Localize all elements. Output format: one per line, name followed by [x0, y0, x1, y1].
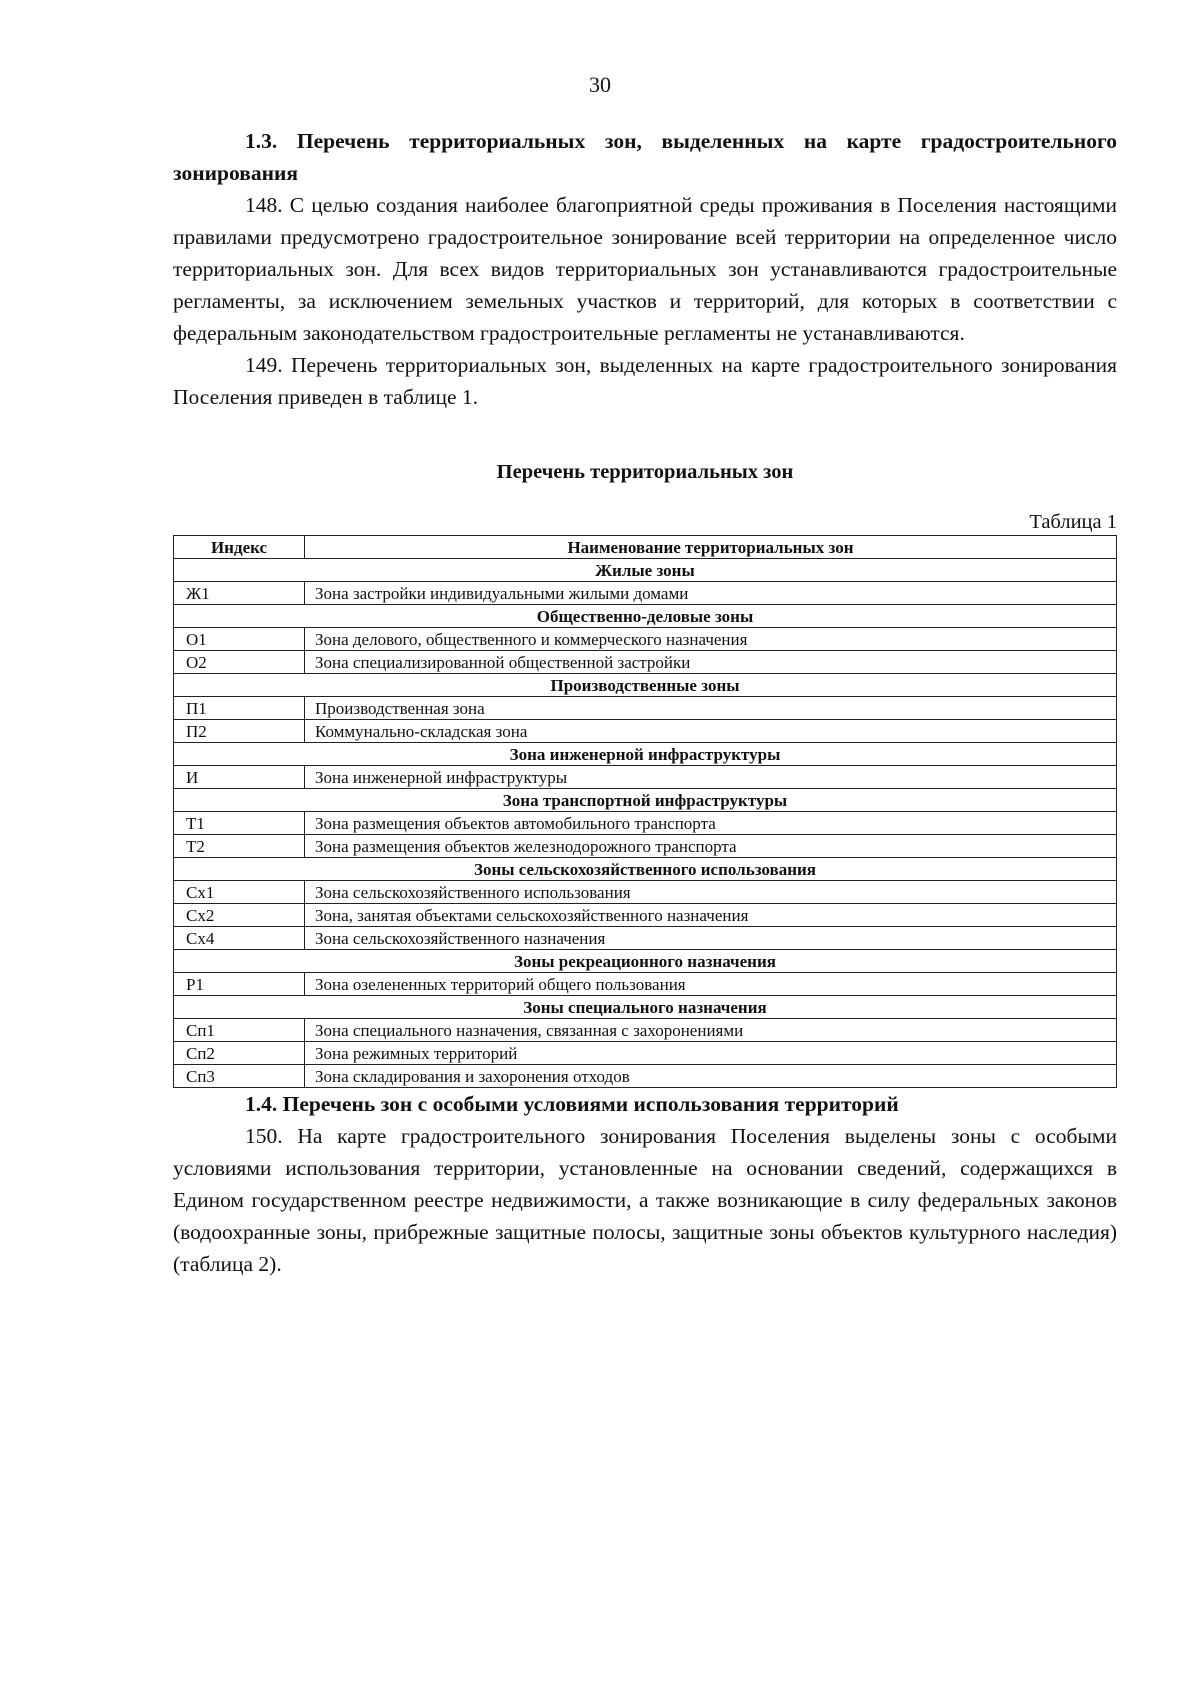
zone-name: Зона инженерной инфраструктуры — [305, 766, 1117, 789]
zone-name: Зона размещения объектов автомобильного транспорта — [305, 812, 1117, 835]
zone-index: Ж1 — [174, 582, 305, 605]
zones-table-body — [174, 559, 1117, 1088]
paragraph-150: 150. На карте градостроительного зонирования Поселения выделены зоны с особыми условиями использования территории, установленные на основании сведений, содержащихся в Едином государственном реестре недвижимости, а также возникающие в силу федеральных законов (водоохранные зоны, прибрежные защитные полосы, защитные зоны объектов культурного наследия) (таблица 2). — [173, 1124, 1117, 1276]
zone-index: П2 — [174, 720, 305, 743]
zone-name: Зона складирования и захоронения отходов — [305, 1065, 1117, 1088]
table-label: Таблица 1 — [1029, 511, 1117, 533]
group-name: Зона инженерной инфраструктуры — [174, 743, 1117, 766]
paragraph-148: 148. С целью создания наиболее благоприятной среды проживания в Поселения настоящими правилами предусмотрено градостроительное зонирование всей территории на определенное число территориальных зон. Для всех видов территориальных зон устанавливаются градостроительные регламенты, за исключением земельных участков и территорий, для которых в соответствии с федеральным законодательством градостроительные регламенты не устанавливаются. — [173, 193, 1117, 345]
header-index: Индекс — [174, 536, 305, 559]
table-row — [174, 766, 1117, 789]
table-group-row — [174, 674, 1117, 697]
zone-name: Зона застройки индивидуальными жилыми домами — [305, 582, 1117, 605]
group-name: Зоны сельскохозяйственного использования — [174, 858, 1117, 881]
zone-name: Зона специального назначения, связанная с захоронениями — [305, 1019, 1117, 1042]
section-1-3-title: 1.3. Перечень территориальных зон, выделенных на карте градостроительного зонирования — [173, 129, 1117, 185]
zone-index: И — [174, 766, 305, 789]
paragraph-149: 149. Перечень территориальных зон, выделенных на карте градостроительного зонирования Поселения приведен в таблице 1. — [173, 353, 1117, 409]
group-name: Общественно-деловые зоны — [174, 605, 1117, 628]
table-row — [174, 812, 1117, 835]
zone-index: Сх1 — [174, 881, 305, 904]
zone-name: Зона специализированной общественной застройки — [305, 651, 1117, 674]
table-group-row — [174, 743, 1117, 766]
zones-table — [173, 535, 1117, 1088]
page-number: 30 — [589, 72, 611, 97]
zone-name: Зона делового, общественного и коммерческого назначения — [305, 628, 1117, 651]
zone-name: Коммунально-складская зона — [305, 720, 1117, 743]
zone-name: Производственная зона — [305, 697, 1117, 720]
section-1-4-title: 1.4. Перечень зон с особыми условиями использования территорий — [245, 1092, 899, 1116]
zone-index: Сп3 — [174, 1065, 305, 1088]
zone-index: Сх2 — [174, 904, 305, 927]
group-name: Зоны рекреационного назначения — [174, 950, 1117, 973]
table-title: Перечень территориальных зон — [496, 461, 794, 483]
zone-index: Сп2 — [174, 1042, 305, 1065]
table-group-row — [174, 789, 1117, 812]
zone-name: Зона озелененных территорий общего пользования — [305, 973, 1117, 996]
zone-index: Р1 — [174, 973, 305, 996]
zone-name: Зона сельскохозяйственного использования — [305, 881, 1117, 904]
zone-name: Зона, занятая объектами сельскохозяйственного назначения — [305, 904, 1117, 927]
table-row — [174, 651, 1117, 674]
zone-name: Зона сельскохозяйственного назначения — [305, 927, 1117, 950]
zone-index: П1 — [174, 697, 305, 720]
table-group-row — [174, 858, 1117, 881]
table-group-row — [174, 996, 1117, 1019]
group-name: Жилые зоны — [174, 559, 1117, 582]
table-row — [174, 881, 1117, 904]
table-row — [174, 720, 1117, 743]
zone-name: Зона размещения объектов железнодорожного транспорта — [305, 835, 1117, 858]
document-body — [173, 125, 1117, 1280]
zone-index: Сх4 — [174, 927, 305, 950]
header-name: Наименование территориальных зон — [305, 536, 1117, 559]
table-row — [174, 1019, 1117, 1042]
table-row — [174, 904, 1117, 927]
zone-index: Сп1 — [174, 1019, 305, 1042]
zone-index: О2 — [174, 651, 305, 674]
table-row — [174, 1042, 1117, 1065]
zone-index: О1 — [174, 628, 305, 651]
table-header-row — [174, 536, 1117, 559]
table-row — [174, 582, 1117, 605]
zone-index: Т2 — [174, 835, 305, 858]
table-row — [174, 628, 1117, 651]
table-group-row — [174, 950, 1117, 973]
table-group-row — [174, 605, 1117, 628]
zone-index: Т1 — [174, 812, 305, 835]
zone-name: Зона режимных территорий — [305, 1042, 1117, 1065]
table-group-row — [174, 559, 1117, 582]
group-name: Зона транспортной инфраструктуры — [174, 789, 1117, 812]
group-name: Производственные зоны — [174, 674, 1117, 697]
table-row — [174, 927, 1117, 950]
table-row — [174, 835, 1117, 858]
table-row — [174, 1065, 1117, 1088]
table-row — [174, 973, 1117, 996]
table-row — [174, 697, 1117, 720]
group-name: Зоны специального назначения — [174, 996, 1117, 1019]
